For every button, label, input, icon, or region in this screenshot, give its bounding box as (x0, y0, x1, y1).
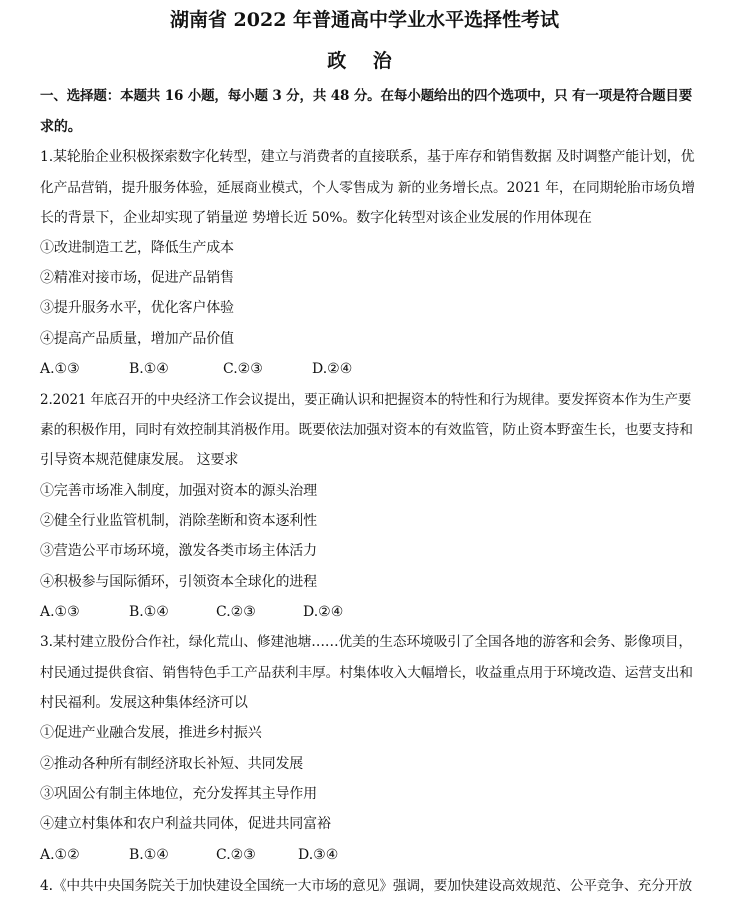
q2-choice-a: A.①③ (40, 604, 80, 620)
q1-stem-line3: 长的背景下，企业却实现了销量逆 势增长近 50%。数字化转型对该企业发展的作用体现在 (40, 210, 592, 226)
exam-title: 湖南省 2022 年普通高中学业水平选择性考试 (169, 9, 560, 31)
q3-statement-2: ②推动各种所有制经济取长补短、共同发展 (40, 756, 304, 772)
q1-statement-2: ②精准对接市场，促进产品销售 (40, 270, 234, 286)
q2-choice-d: D.②④ (303, 604, 344, 620)
q3-choice-c: C.②③ (216, 847, 256, 863)
q2-statement-2: ②健全行业监管机制，消除垄断和资本逐利性 (40, 513, 317, 529)
q2-statement-4: ④积极参与国际循环，引领资本全球化的进程 (40, 574, 317, 590)
q2-choice-b: B.①④ (129, 604, 169, 620)
q2-stem-line1: 2.2021 年底召开的中央经济工作会议提出，要正确认识和把握资本的特性和行为规律。要发挥资本作为生产要 (40, 392, 692, 408)
subject-title: 政 治 (327, 50, 402, 72)
q3-statement-3: ③巩固公有制主体地位，充分发挥其主导作用 (40, 786, 317, 802)
q1-choice-a: A.①③ (40, 361, 80, 377)
q1-choice-b: B.①④ (129, 361, 169, 377)
q1-stem-line1: 1.某轮胎企业积极探索数字化转型，建立与消费者的直接联系，基于库存和销售数据 及时调整产能计划，优 (40, 149, 695, 165)
q3-choice-d: D.③④ (298, 847, 339, 863)
q3-stem-line2: 村民通过提供食宿、销售特色手工产品获利丰厚。村集体收入大幅增长，收益重点用于环境改造、运营支出和 (40, 665, 693, 681)
q2-stem-line3: 引导资本规范健康发展。 这要求 (40, 452, 239, 468)
q1-stem-line2: 化产品营销，提升服务体验，延展商业模式，个人零售成为 新的业务增长点。2021 年，在同期轮胎市场负增 (40, 180, 695, 196)
q3-statement-4: ④建立村集体和农户利益共同体，促进共同富裕 (40, 816, 331, 832)
q3-stem-line3: 村民福利。发展这种集体经济可以 (40, 695, 248, 711)
q2-stem-line2: 素的积极作用，同时有效控制其消极作用。既要依法加强对资本的有效监管，防止资本野蛮生长，也要支持和 (40, 422, 693, 438)
q2-choice-c: C.②③ (216, 604, 256, 620)
q2-statement-1: ①完善市场准入制度，加强对资本的源头治理 (40, 483, 317, 499)
q1-statement-1: ①改进制造工艺，降低生产成本 (40, 240, 234, 256)
q3-choice-a: A.①② (40, 847, 80, 863)
q4-stem-line1: 4.《中共中央国务院关于加快建设全国统一大市场的意见》强调，要加快建设高效规范、公平竞争、充分开放 (40, 878, 693, 894)
q3-stem-line1: 3.某村建立股份合作社，绿化荒山、修建池塘……优美的生态环境吸引了全国各地的游客和会务、影像项目， (40, 634, 693, 650)
section-heading-line1: 一、选择题：本题共 16 小题，每小题 3 分，共 48 分。在每小题给出的四个选项中，只 有一项是符合题目要 (40, 88, 693, 104)
q1-choice-c: C.②③ (223, 361, 263, 377)
q1-statement-3: ③提升服务水平，优化客户体验 (40, 300, 234, 316)
q1-choice-d: D.②④ (312, 361, 353, 377)
q2-statement-3: ③营造公平市场环境，激发各类市场主体活力 (40, 543, 317, 559)
q1-statement-4: ④提高产品质量，增加产品价值 (40, 331, 234, 347)
section-heading-line2: 求的。 (40, 119, 82, 135)
q3-statement-1: ①促进产业融合发展，推进乡村振兴 (40, 725, 262, 741)
q3-choice-b: B.①④ (129, 847, 169, 863)
